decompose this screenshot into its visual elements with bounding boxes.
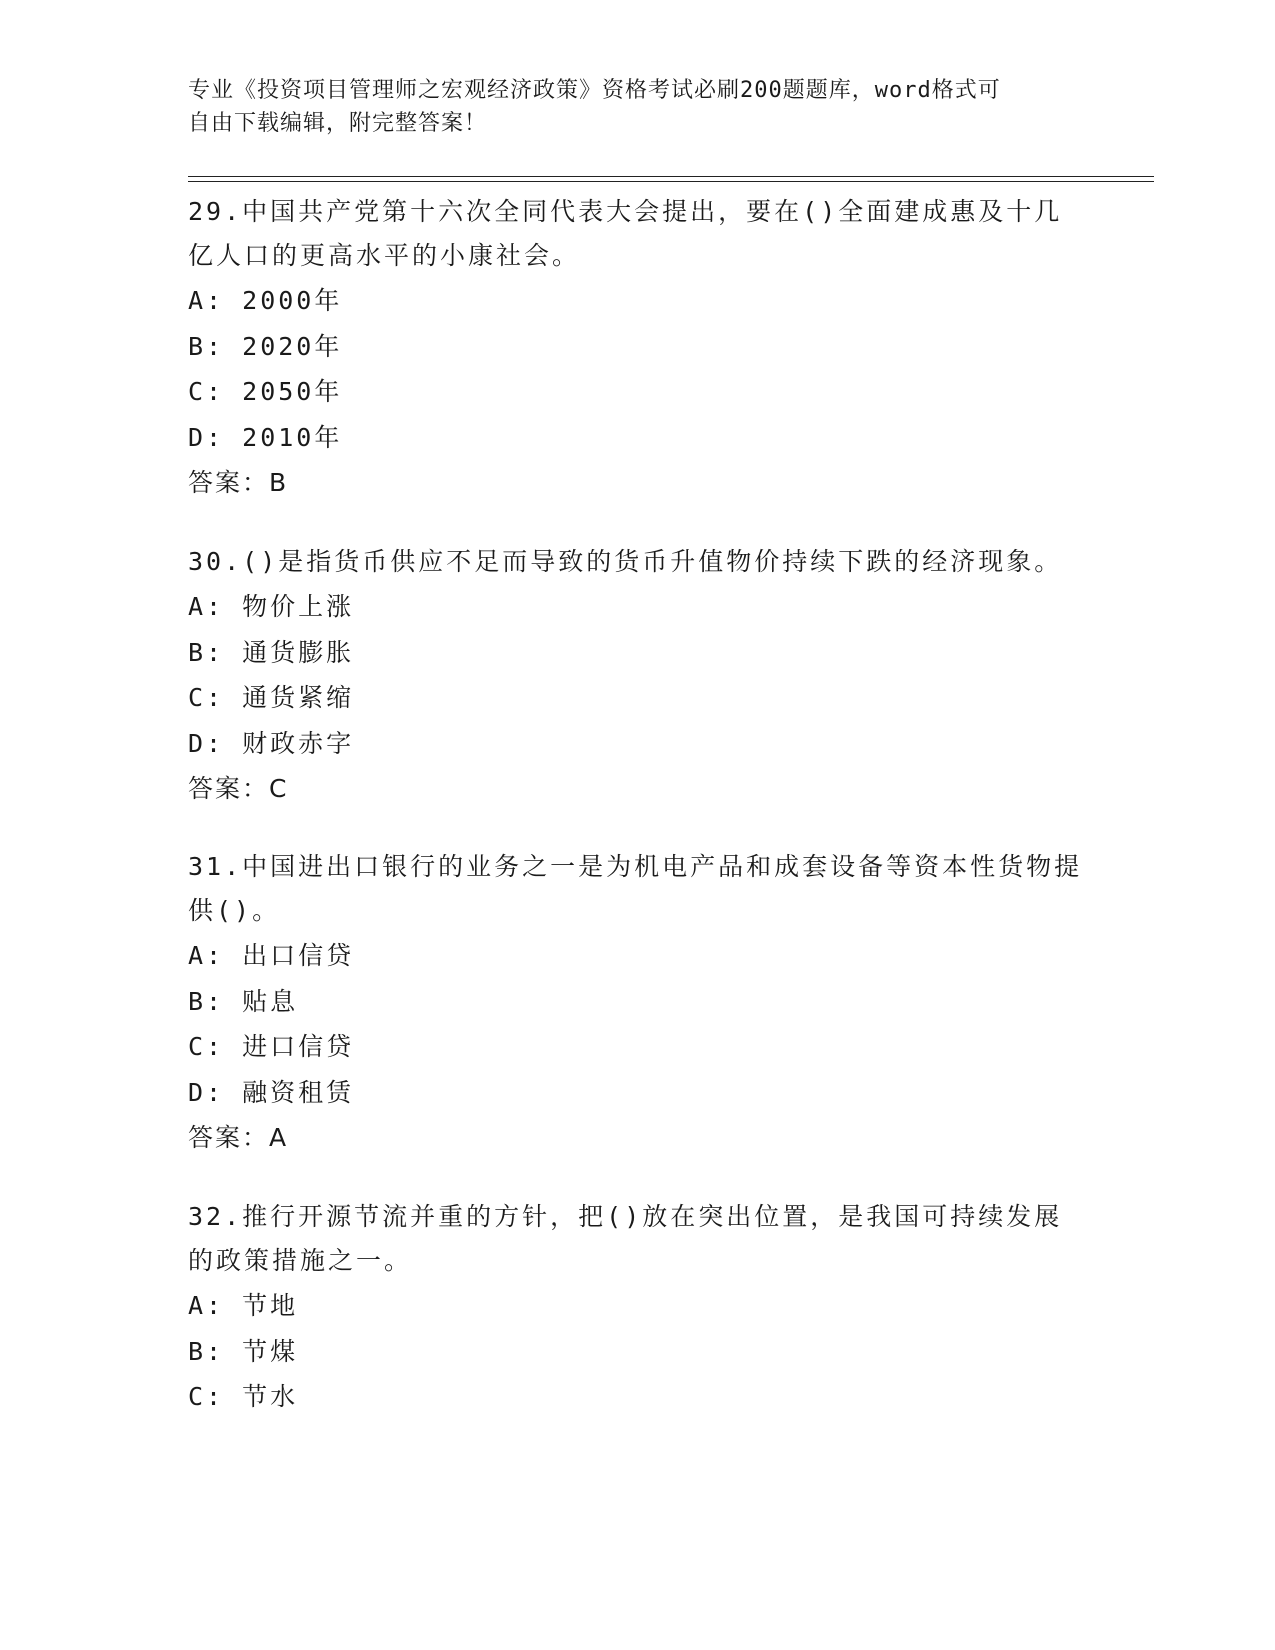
option-b: B: 通货膨胀 bbox=[188, 637, 355, 667]
option-c: C: 节水 bbox=[188, 1382, 299, 1411]
answer-label: 答案：C bbox=[188, 774, 289, 803]
option-a: A: 物价上涨 bbox=[188, 592, 355, 621]
option-d: D: 融资租赁 bbox=[188, 1077, 355, 1107]
option-c: C: 通货紧缩 bbox=[188, 683, 355, 712]
option-d: D: 财政赤字 bbox=[188, 728, 355, 758]
document-header bbox=[188, 74, 1088, 140]
question-30 bbox=[188, 540, 1088, 811]
answer-label: 答案：A bbox=[188, 1123, 289, 1152]
header-divider-top bbox=[188, 176, 1154, 177]
option-a: A: 2000年 bbox=[188, 286, 343, 315]
option-b: B: 节煤 bbox=[188, 1336, 299, 1366]
question-text: 31.中国进出口银行的业务之一是为机电产品和成套设备等资本性货物提供()。 bbox=[188, 852, 1083, 925]
header-line-2: 自由下载编辑，附完整答案！ bbox=[188, 111, 488, 136]
option-c: C: 进口信贷 bbox=[188, 1032, 355, 1061]
option-a: A: 出口信贷 bbox=[188, 941, 355, 970]
option-b: B: 2020年 bbox=[188, 331, 343, 361]
header-line-1: 专业《投资项目管理师之宏观经济政策》资格考试必刷200题题库，word格式可 bbox=[188, 78, 1001, 103]
question-text: 30.()是指货币供应不足而导致的货币升值物价持续下跌的经济现象。 bbox=[188, 547, 1063, 576]
question-text: 29.中国共产党第十六次全同代表大会提出，要在()全面建成惠及十几亿人口的更高水平的小康社会。 bbox=[188, 197, 1063, 270]
header-divider-bottom bbox=[188, 181, 1154, 182]
question-29 bbox=[188, 190, 1088, 505]
option-c: C: 2050年 bbox=[188, 377, 343, 406]
question-text: 32.推行开源节流并重的方针，把()放在突出位置，是我国可持续发展的政策措施之一。 bbox=[188, 1202, 1063, 1275]
option-d: D: 2010年 bbox=[188, 422, 343, 452]
option-a: A: 节地 bbox=[188, 1291, 299, 1320]
question-31 bbox=[188, 845, 1088, 1160]
option-b: B: 贴息 bbox=[188, 986, 299, 1016]
answer-label: 答案：B bbox=[188, 468, 289, 497]
question-32 bbox=[188, 1195, 1088, 1420]
